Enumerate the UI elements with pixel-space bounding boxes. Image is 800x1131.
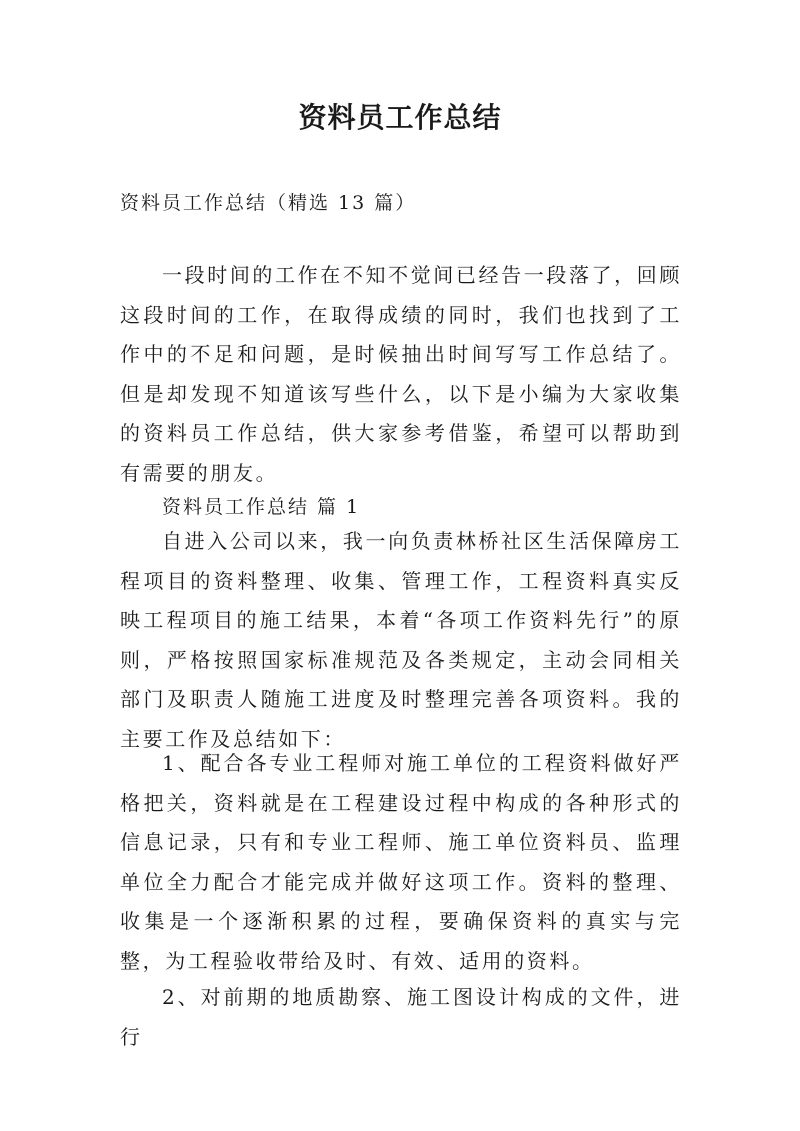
document-subtitle: 资料员工作总结（精选 13 篇）	[120, 192, 417, 214]
body-paragraph: 自进入公司以来，我一向负责林桥社区生活保障房工程项目的资料整理、收集、管理工作，工程资料真实反映工程项目的施工结果，本着“各项工作资料先行”的原则，严格按照国家标准规范及各类规定，主动会同相关部门及职责人随施工进度及时整理完善各项资料。我的主要工作及总结如下：	[120, 529, 682, 751]
section-heading: 资料员工作总结 篇 1	[162, 496, 361, 518]
document-title: 资料员工作总结	[298, 101, 502, 134]
body-paragraph: 2、对前期的地质勘察、施工图设计构成的文件，进行	[120, 985, 682, 1049]
body-paragraph: 1、配合各专业工程师对施工单位的工程资料做好严格把关，资料就是在工程建设过程中构成的各种形式的信息记录，只有和专业工程师、施工单位资料员、监理单位全力配合才能完成并做好这项工作。资料的整理、收集是一个逐渐积累的过程，要确保资料的真实与完整，为工程验收带给及时、有效、适用的资料。	[120, 751, 682, 973]
intro-paragraph: 一段时间的工作在不知不觉间已经告一段落了，回顾这段时间的工作，在取得成绩的同时，我们也找到了工作中的不足和问题，是时候抽出时间写写工作总结了。但是却发现不知道该写些什么，以下是小编为大家收集的资料员工作总结，供大家参考借鉴，希望可以帮助到有需要的朋友。	[120, 263, 682, 485]
